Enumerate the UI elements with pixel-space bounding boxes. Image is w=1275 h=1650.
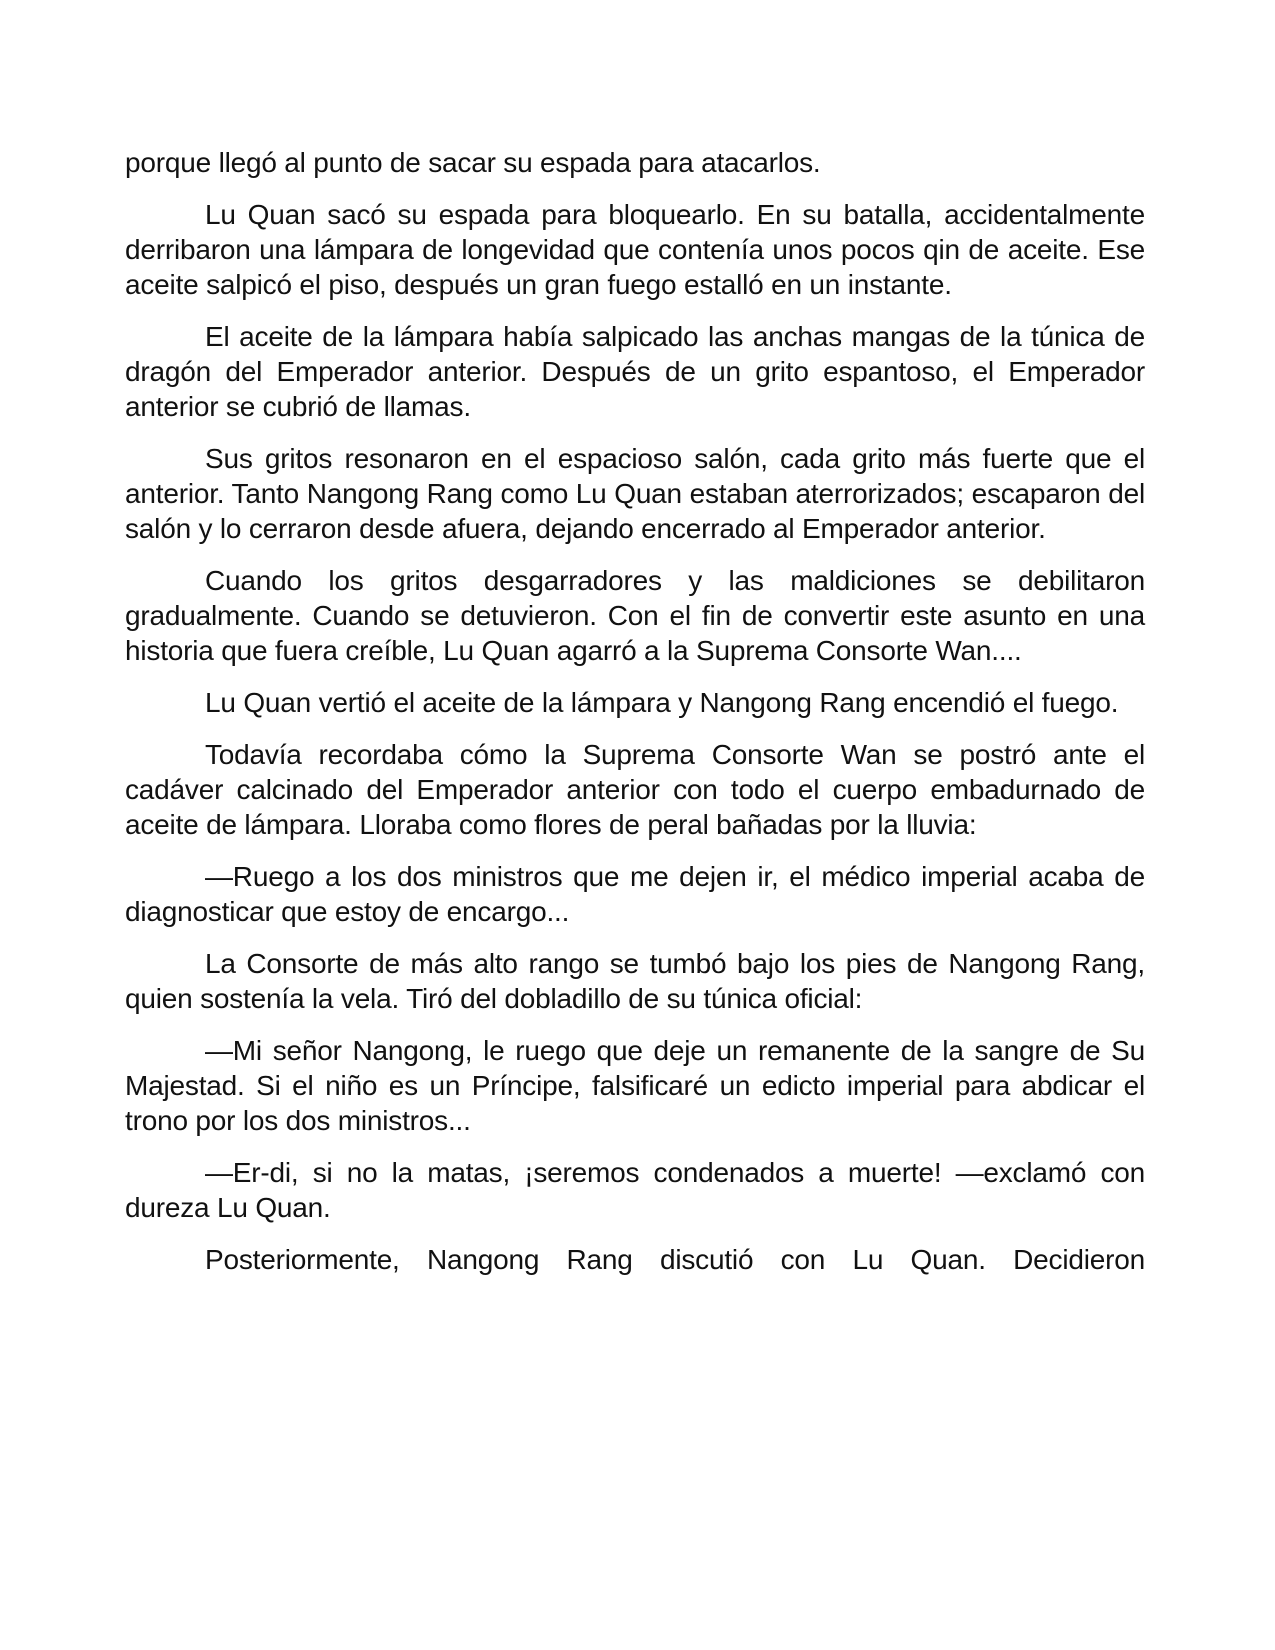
- paragraph: La Consorte de más alto rango se tumbó bajo los pies de Nangong Rang, quien sostenía la vela. Tiró del dobladillo de su túnica oficial:: [125, 948, 1145, 1014]
- paragraph: Sus gritos resonaron en el espacioso salón, cada grito más fuerte que el anterior. Tanto Nangong Rang como Lu Quan estaban aterrorizados; escaparon del salón y lo cerraron desde afuera, dejando encerrado al Emperador anterior.: [125, 443, 1145, 544]
- paragraph: porque llegó al punto de sacar su espada para atacarlos.: [125, 147, 821, 178]
- paragraph: El aceite de la lámpara había salpicado las anchas mangas de la túnica de dragón del Emperador anterior. Después de un grito espantoso, el Emperador anterior se cubrió de llamas.: [125, 321, 1145, 422]
- paragraph: Posteriormente, Nangong Rang discutió con Lu Quan. Decidieron: [205, 1244, 1145, 1275]
- paragraph: —Er-di, si no la matas, ¡seremos condenados a muerte! —exclamó con dureza Lu Quan.: [125, 1157, 1145, 1223]
- paragraph: Cuando los gritos desgarradores y las maldiciones se debilitaron gradualmente. Cuando se detuvieron. Con el fin de convertir este asunto en una historia que fuera creíble, Lu Quan agarró a la Suprema Consorte Wan....: [125, 565, 1145, 666]
- paragraph: —Ruego a los dos ministros que me dejen ir, el médico imperial acaba de diagnosticar que estoy de encargo...: [125, 861, 1145, 927]
- paragraph: Todavía recordaba cómo la Suprema Consorte Wan se postró ante el cadáver calcinado del Emperador anterior con todo el cuerpo embadurnado de aceite de lámpara. Lloraba como flores de peral bañadas por la lluvia:: [125, 739, 1145, 840]
- paragraph: Lu Quan vertió el aceite de la lámpara y Nangong Rang encendió el fuego.: [205, 687, 1119, 718]
- paragraph: —Mi señor Nangong, le ruego que deje un remanente de la sangre de Su Majestad. Si el niño es un Príncipe, falsificaré un edicto imperial para abdicar el trono por los dos ministros...: [125, 1035, 1145, 1136]
- paragraph: Lu Quan sacó su espada para bloquearlo. En su batalla, accidentalmente derribaron una lámpara de longevidad que contenía unos pocos qin de aceite. Ese aceite salpicó el piso, después un gran fuego estalló en un instante.: [125, 199, 1145, 300]
- document-page: [125, 145, 1145, 1294]
